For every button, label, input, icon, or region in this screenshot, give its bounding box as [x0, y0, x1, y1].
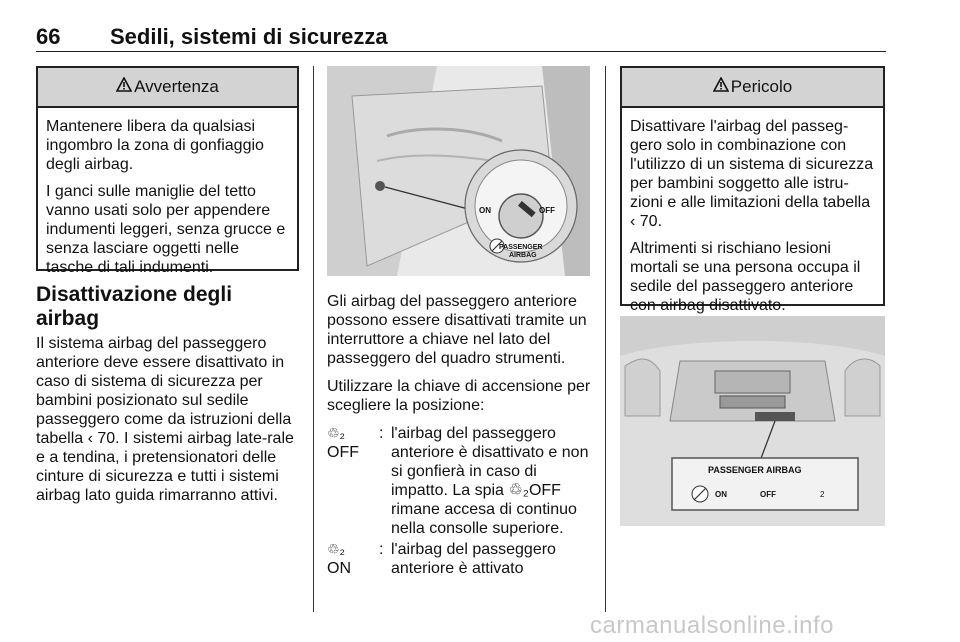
section-paragraph: Il sistema airbag del passeggero anteriore deve essere disattivato in caso di sistema di sicurezza per bambini posizionato sul sedile passeggero come da istruzioni della tabella ‹ 70. I sistemi airbag late-rale e a tendina, i pretensionatori delle cinture di sicurezza e tutti i sistemi airbag lato guida rimarranno attivi.: [36, 335, 294, 504]
column-divider-right: [605, 66, 606, 612]
definition-description: l'airbag del passeggero anteriore è attivato: [391, 541, 556, 577]
definition-colon: :: [379, 425, 384, 442]
warning-paragraph: I ganci sulle maniglie del tetto vanno usati solo per appendere indumenti leggeri, senza grucce e senza lasciare oggetti nelle tasche di tali indumenti.: [46, 183, 286, 276]
indicator-seat-suffix: 2: [820, 490, 825, 499]
warning-triangle-icon: [116, 77, 132, 97]
indicator-panel-title: PASSENGER AIRBAG: [708, 465, 802, 475]
warning-paragraph: Mantenere libera da qualsiasi ingombro la zona di gonfiaggio degli airbag.: [46, 118, 264, 173]
section-heading: Disattivazione degli airbag: [36, 283, 233, 330]
switch-off-label: OFF: [539, 206, 555, 215]
header-divider: [36, 51, 886, 52]
airbag-switch-illustration: [327, 66, 590, 276]
danger-box-header: [622, 68, 883, 108]
definition-off: [327, 424, 592, 538]
danger-paragraph: Altrimenti si rischiano lesioni mortali se una persona occupa il sedile del passeggero anteriore con airbag disattivato.: [630, 240, 861, 314]
airbag-off-icon: ♲₂: [327, 425, 345, 441]
switch-on-label: ON: [479, 206, 491, 215]
indicator-on-label: ON: [715, 490, 727, 499]
danger-box-title: Pericolo: [730, 77, 793, 96]
page-number: 66: [36, 24, 61, 49]
switch-ring-label-2: AIRBAG: [509, 252, 537, 259]
indicator-off-label: OFF: [760, 490, 776, 499]
definition-description: l'airbag del passeggero anteriore è disattivato e non si gonfierà in caso di impatto. La spia ♲₂OFF rimane accesa di continuo nella consolle superiore.: [391, 425, 589, 537]
column-divider-left: [313, 66, 314, 612]
watermark: carmanualsonline.info: [590, 612, 834, 639]
warning-box-title: Avvertenza: [134, 77, 219, 96]
danger-box: [620, 66, 885, 314]
switch-ring-label-1: PASSENGER: [499, 244, 543, 251]
warning-triangle-icon: [713, 77, 729, 97]
definition-colon: :: [379, 541, 384, 558]
definition-term: ON: [327, 560, 351, 577]
definition-on: [327, 540, 592, 578]
airbag-indicator-illustration: [620, 316, 885, 526]
warning-box-header: [38, 68, 297, 108]
middle-paragraph: Utilizzare la chiave di accensione per scegliere la posizione:: [327, 378, 591, 414]
section-title: Sedili, sistemi di sicurezza: [110, 24, 388, 49]
airbag-on-icon: ♲₂: [327, 541, 345, 557]
danger-paragraph: Disattivare l'airbag del passeg-gero solo in combinazione con l'utilizzo di un sistema di sicurezza per bambini soggetto alle istru-zioni e alle limitazioni della tabella ‹ 70.: [630, 118, 874, 230]
definition-term: OFF: [327, 444, 359, 461]
warning-box: [36, 66, 299, 276]
middle-paragraph: Gli airbag del passeggero anteriore possono essere disattivati tramite un interruttore a chiave nel lato del passeggero del quadro strumenti.: [327, 293, 587, 367]
